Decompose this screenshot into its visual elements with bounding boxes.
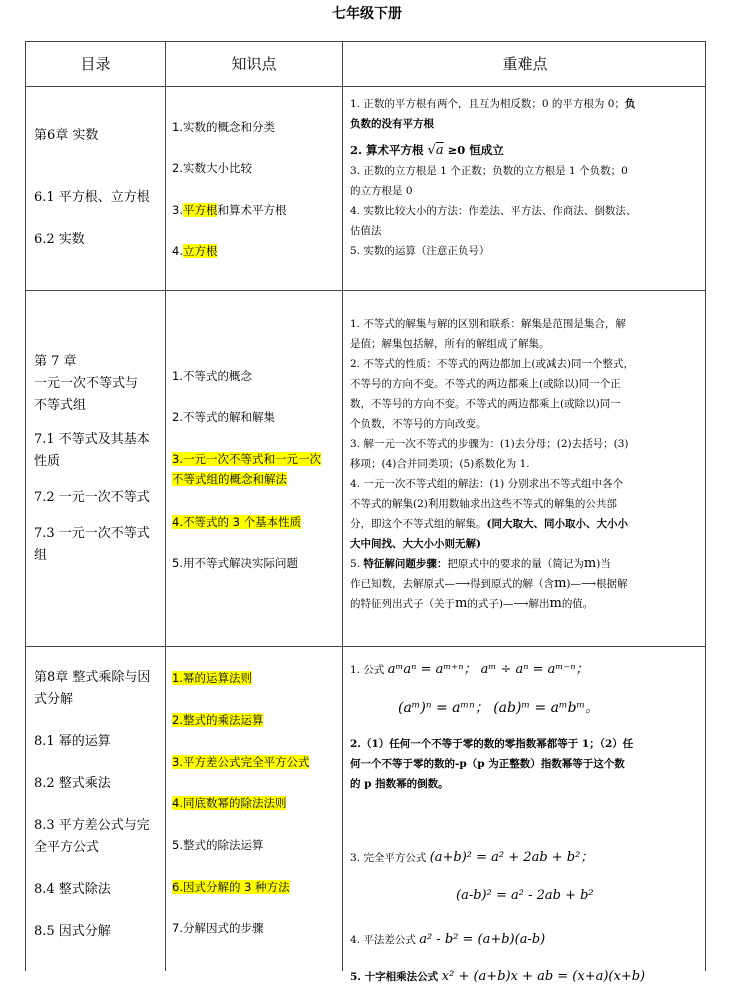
ch6-kp-4-highlight: 立方根 bbox=[182, 244, 218, 258]
ch6-key-4b: 估值法 bbox=[350, 225, 382, 237]
ch7-key-5a bbox=[350, 554, 702, 574]
ch7-key-2c: 数，不等号的方向不变。不等式的两边都乘上(或除以)同一 bbox=[350, 398, 621, 410]
ch7-key-5-text: 把原式中的要求的量（简记为 bbox=[447, 558, 584, 570]
ch7-key-5c-m: m bbox=[455, 596, 468, 611]
ch8-kp-3 bbox=[172, 754, 309, 770]
header-toc: 目录 bbox=[80, 55, 111, 73]
ch7-toc-7-3b: 组 bbox=[34, 548, 48, 563]
ch7-key-points bbox=[350, 314, 702, 614]
ch8-key-points bbox=[350, 654, 702, 984]
ch7-key-5-num: 5. bbox=[350, 558, 361, 570]
ch8-kp-2-highlight: 2.整式的乘法运算 bbox=[172, 713, 264, 727]
ch7-key-1a: 1. 不等式的解集与解的区别和联系：解集是范围是集合，解 bbox=[350, 318, 626, 330]
ch7-key-2a: 2. 不等式的性质：不等式的两边都加上(或减去)同一个整式， bbox=[350, 358, 635, 370]
ch6-key-2a: 2. 算术平方根 bbox=[350, 143, 424, 157]
ch8-f5-label: 5. 十字相乘法公式 bbox=[350, 971, 439, 983]
ch8-toc-8-5: 8.5 因式分解 bbox=[34, 924, 111, 939]
ch8-kp-5: 5.整式的除法运算 bbox=[172, 838, 264, 852]
ch6-key-3b: 的立方根是 0 bbox=[350, 185, 413, 197]
ch8-kp-4-highlight: 4.同底数幂的除法法则 bbox=[172, 796, 287, 810]
ch8-p2-line1: 2.（1）任何一个不等于零的数的零指数幂都等于 1；（2）任 bbox=[350, 738, 634, 750]
ch8-kp-7: 7.分解因式的步骤 bbox=[172, 921, 264, 935]
ch7-key-4c bbox=[350, 514, 702, 534]
ch8-formula-1 bbox=[350, 660, 589, 680]
ch7-toc-title-2: 一元一次不等式与 bbox=[34, 376, 139, 391]
ch8-toc-8-1: 8.1 幂的运算 bbox=[34, 734, 111, 749]
ch7-kp-2: 2.不等式的解和解集 bbox=[172, 410, 275, 424]
ch8-formula-3 bbox=[350, 848, 593, 868]
ch7-key-4c-text: 分，即这个不等式组的解集。 bbox=[350, 518, 487, 530]
ch8-f5-expr: x² + (a+b)x + ab = (x+a)(x+b) bbox=[441, 969, 646, 984]
ch7-toc-7-1: 7.1 不等式及其基本 bbox=[34, 432, 150, 447]
ch8-kp-1 bbox=[172, 670, 252, 686]
ch8-formula-3b bbox=[456, 886, 594, 906]
ch7-key-5b bbox=[350, 574, 702, 594]
ch8-kp-2 bbox=[172, 712, 263, 728]
row-divider bbox=[26, 646, 706, 647]
ch7-key-3a: 3. 解一元一次不等式的步骤为：(1)去分母；(2)去括号；(3) bbox=[350, 438, 629, 450]
ch8-kp-6 bbox=[172, 879, 290, 895]
ch6-kp-3-rest: 和算术平方根 bbox=[217, 203, 287, 217]
ch8-p2-line2: 何一个不等于零的数的-p（p 为正整数）指数幂等于这个数 bbox=[350, 758, 625, 770]
ch8-formula-1b bbox=[398, 698, 599, 719]
ch8-toc-title-2: 式分解 bbox=[34, 692, 74, 707]
ch7-kp-3b: 不等式组的概念和解法 bbox=[172, 472, 287, 486]
ch6-key-3a: 3. 正数的立方根是 1 个正数；负数的立方根是 1 个负数；0 bbox=[350, 165, 628, 177]
ch8-kp-4 bbox=[172, 795, 286, 811]
ch6-kp-2: 2.实数大小比较 bbox=[172, 161, 252, 175]
ch7-key-3b: 移项；(4)合并同类项；(5)系数化为 1. bbox=[350, 458, 530, 470]
ch8-f1b-expr: (aᵐ)ⁿ = aᵐⁿ； (ab)ᵐ = aᵐbᵐ。 bbox=[398, 700, 600, 716]
ch7-kp-3a: 3.一元一次不等式和一元一次 bbox=[172, 452, 321, 466]
ch8-toc bbox=[34, 667, 162, 943]
ch7-key-4b: 不等式的解集(2)利用数轴求出这些不等式的解集的公共部 bbox=[350, 498, 617, 510]
row-divider bbox=[26, 86, 706, 87]
ch6-kp-3 bbox=[172, 202, 286, 218]
ch7-toc-title-3: 不等式组 bbox=[34, 398, 87, 413]
ch7-kp-1: 1.不等式的概念 bbox=[172, 369, 252, 383]
ch8-toc-8-3: 8.3 平方差公式与完 bbox=[34, 818, 150, 833]
ch7-key-4c-bold: (同大取大、同小取小、大小小 bbox=[486, 518, 628, 530]
column-divider bbox=[165, 42, 166, 971]
ch7-key-5c-text: 的特征列出式子（关于 bbox=[350, 598, 455, 610]
ch6-key-1a: 1. 正数的平方根有两个，且互为相反数；0 的平方根为 0； bbox=[350, 98, 625, 110]
ch7-key-5b-m: m bbox=[554, 576, 567, 591]
ch7-key-5c-text3: 的值。 bbox=[561, 598, 594, 610]
ch8-toc-8-3b: 全平方公式 bbox=[34, 840, 100, 855]
table-right-border bbox=[705, 42, 706, 971]
ch8-f1-label: 1. 公式 bbox=[350, 664, 385, 676]
ch8-formula-4 bbox=[350, 930, 545, 950]
ch6-kp-4-num: 4. bbox=[172, 244, 183, 258]
ch8-toc-8-4: 8.4 整式除法 bbox=[34, 882, 111, 897]
ch7-key-5c-text2: 的式子)—⟶解出 bbox=[467, 598, 550, 610]
ch6-key-points bbox=[350, 94, 702, 261]
ch7-key-4d: 大中间找、大大小小则无解) bbox=[350, 538, 481, 550]
ch8-kp-3-highlight: 3.平方差公式完全平方公式 bbox=[172, 755, 310, 769]
ch8-f4-expr: a² - b² = (a+b)(a-b) bbox=[419, 932, 546, 947]
ch7-toc-title: 第 7 章 bbox=[34, 354, 77, 369]
ch7-key-1b: 是值；解集包括解，所有的解组成了解集。 bbox=[350, 338, 550, 350]
ch7-key-5b-text: 作已知数，去解原式—⟶得到原式的解（含 bbox=[350, 578, 555, 590]
ch7-toc bbox=[34, 351, 162, 567]
ch7-key-5c-m2: m bbox=[549, 596, 562, 611]
ch8-f4-label: 4. 平法差公式 bbox=[350, 934, 416, 946]
ch6-toc-6-2: 6.2 实数 bbox=[34, 232, 85, 247]
ch8-para-2 bbox=[350, 734, 702, 794]
ch6-kp-3-num: 3. bbox=[172, 203, 183, 217]
ch8-f3-label: 3. 完全平方公式 bbox=[350, 852, 427, 864]
ch8-kp-6-highlight: 6.因式分解的 3 种方法 bbox=[172, 880, 290, 894]
syllabus-table bbox=[25, 41, 706, 984]
ch7-key-2b: 不等号的方向不变。不等式的两边都乘上(或除以)同一个正 bbox=[350, 378, 621, 390]
ch7-key-4a: 4. 一元一次不等式组的解法：(1) 分别求出不等式组中各个 bbox=[350, 478, 624, 490]
document-title: 七年级下册 bbox=[332, 6, 402, 22]
ch8-kp-1-highlight: 1.幂的运算法则 bbox=[172, 671, 252, 685]
ch7-toc-7-2: 7.2 一元一次不等式 bbox=[34, 490, 150, 505]
ch8-f3-expr: (a+b)² = a² + 2ab + b²； bbox=[429, 850, 594, 865]
ch7-toc-7-3: 7.3 一元一次不等式 bbox=[34, 526, 150, 541]
header-key-points: 重难点 bbox=[502, 55, 548, 73]
ch6-key-2b: ≥0 恒成立 bbox=[447, 143, 504, 157]
ch6-toc-title: 第6章 实数 bbox=[34, 128, 99, 143]
ch7-key-5b-text2: )—⟶根据解 bbox=[566, 578, 628, 590]
ch6-key-5: 5. 实数的运算（注意正负号） bbox=[350, 245, 490, 257]
ch8-f3b-expr: (a-b)² = a² - 2ab + b² bbox=[456, 888, 594, 903]
ch7-key-5-bold: 特征解问题步骤： bbox=[363, 558, 448, 570]
ch8-p2-line3: 的 p 指数幂的倒数。 bbox=[350, 778, 449, 790]
ch6-key-1-bold: 负 bbox=[624, 98, 636, 110]
ch6-key-line bbox=[350, 94, 702, 114]
ch7-key-5-m1: m bbox=[583, 556, 597, 571]
ch6-toc-6-1: 6.1 平方根、立方根 bbox=[34, 190, 150, 205]
ch7-key-2d: 个负数，不等号的方向改变。 bbox=[350, 418, 487, 430]
ch8-f1-expr: aᵐaⁿ = aᵐ⁺ⁿ； aᵐ ÷ aⁿ = aᵐ⁻ⁿ； bbox=[387, 662, 589, 677]
row-divider bbox=[26, 290, 706, 291]
ch7-kp-4-highlight: 4.不等式的 3 个基本性质 bbox=[172, 515, 302, 529]
sqrt-a-symbol: √a bbox=[427, 143, 444, 158]
column-divider bbox=[342, 42, 343, 971]
ch6-kp-4 bbox=[172, 243, 217, 259]
ch6-kp-3-highlight: 平方根 bbox=[182, 203, 218, 217]
ch6-key-4a: 4. 实数比较大小的方法：作差法、平方法、作商法、倒数法、 bbox=[350, 205, 637, 217]
ch8-toc-title: 第8章 整式乘除与因 bbox=[34, 670, 151, 685]
ch7-key-5-text2: )当 bbox=[596, 558, 611, 570]
ch7-key-5c bbox=[350, 594, 702, 614]
ch7-kp-3 bbox=[172, 449, 321, 489]
ch8-formula-5 bbox=[350, 967, 645, 987]
ch6-key-1b: 负数的没有平方根 bbox=[350, 118, 434, 130]
ch7-kp-4 bbox=[172, 514, 301, 530]
ch6-kp-1: 1.实数的概念和分类 bbox=[172, 120, 275, 134]
ch6-key-2 bbox=[350, 140, 702, 161]
ch7-kp-5: 5.用不等式解决实际问题 bbox=[172, 556, 298, 570]
ch8-toc-8-2: 8.2 整式乘法 bbox=[34, 776, 111, 791]
header-knowledge: 知识点 bbox=[231, 55, 277, 73]
ch7-toc-7-1b: 性质 bbox=[34, 454, 61, 469]
